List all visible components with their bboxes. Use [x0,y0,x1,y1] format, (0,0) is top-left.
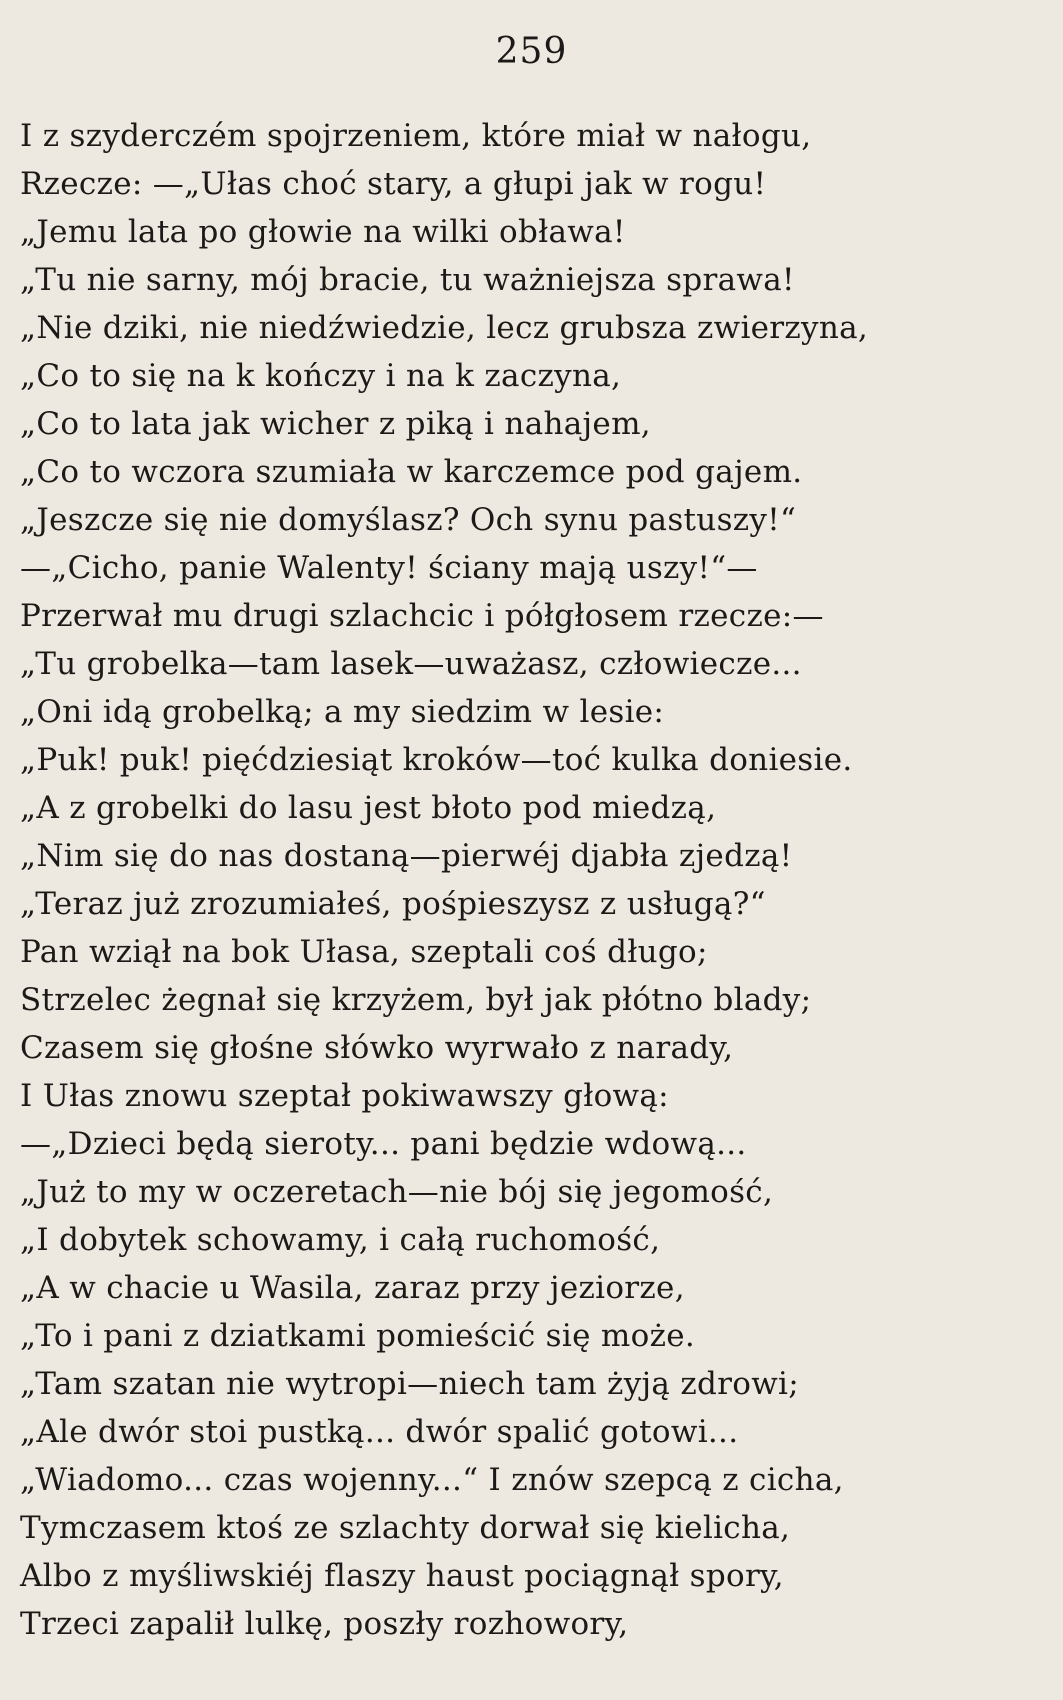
verse-line: „Co to lata jak wicher z piką i nahajem, [20,406,651,442]
verse-line: Przerwał mu drugi szlachcic i półgłosem rzecze:— [20,598,824,634]
verse-line: „Teraz już zrozumiałeś, pośpieszysz z usługą?“ [20,886,766,922]
verse-line: „A z grobelki do lasu jest błoto pod miedzą, [20,790,717,826]
page-number: 259 [495,31,568,72]
verse-line: „Tu grobelka—tam lasek—uważasz, człowiecze... [20,646,802,682]
verse-line: Trzeci zapalił lulkę, poszły rozhowory, [20,1606,629,1642]
verse-line: I z szyderczém spojrzeniem, które miał w nałogu, [20,118,812,154]
verse-line: —„Dzieci będą sieroty... pani będzie wdową... [20,1126,747,1162]
verse-line: „Co to się na k kończy i na k zaczyna, [20,358,622,394]
verse-line: „A w chacie u Wasila, zaraz przy jeziorze, [20,1270,685,1306]
verse-line: „Tu nie sarny, mój bracie, tu ważniejsza sprawa! [20,262,795,298]
verse-line: „Jeszcze się nie domyślasz? Och synu pastuszy!“ [20,502,797,538]
verse-line: Czasem się głośne słówko wyrwało z narady, [20,1030,734,1066]
verse-line: „Tam szatan nie wytropi—niech tam żyją zdrowi; [20,1366,800,1402]
verse-line: Rzecze: —„Ułas choć stary, a głupi jak w rogu! [20,166,767,202]
verse-line: „Już to my w oczeretach—nie bój się jegomość, [20,1174,774,1210]
verse-line: Albo z myśliwskiéj flaszy haust pociągnął spory, [20,1558,784,1594]
verse-line: „Nie dziki, nie niedźwiedzie, lecz grubsza zwierzyna, [20,310,869,346]
verse-line: —„Cicho, panie Walenty! ściany mają uszy!“— [20,550,758,586]
verse-line: „Nim się do nas dostaną—pierwéj djabła zjedzą! [20,838,793,874]
verse-line: Tymczasem ktoś ze szlachty dorwał się kielicha, [20,1510,791,1546]
verse-line: I Ułas znowu szeptał pokiwawszy głową: [20,1078,669,1114]
verse-line: „Oni idą grobelką; a my siedzim w lesie: [20,694,665,730]
verse-line: „Jemu lata po głowie na wilki obława! [20,214,626,250]
verse-line: „Co to wczora szumiała w karczemce pod gajem. [20,454,803,490]
verse-line: Pan wziął na bok Ułasa, szeptali coś długo; [20,934,708,970]
verse-line: Strzelec żegnał się krzyżem, był jak płótno blady; [20,982,812,1018]
verse-line: „Ale dwór stoi pustką... dwór spalić gotowi... [20,1414,739,1450]
verse-line: „To i pani z dziatkami pomieścić się może. [20,1318,695,1354]
poem-text [20,112,1040,1648]
verse-line: „Puk! puk! pięćdziesiąt kroków—toć kulka doniesie. [20,742,853,778]
verse-line: „Wiadomo... czas wojenny...“ I znów szepcą z cicha, [20,1462,844,1498]
verse-line: „I dobytek schowamy, i całą ruchomość, [20,1222,661,1258]
